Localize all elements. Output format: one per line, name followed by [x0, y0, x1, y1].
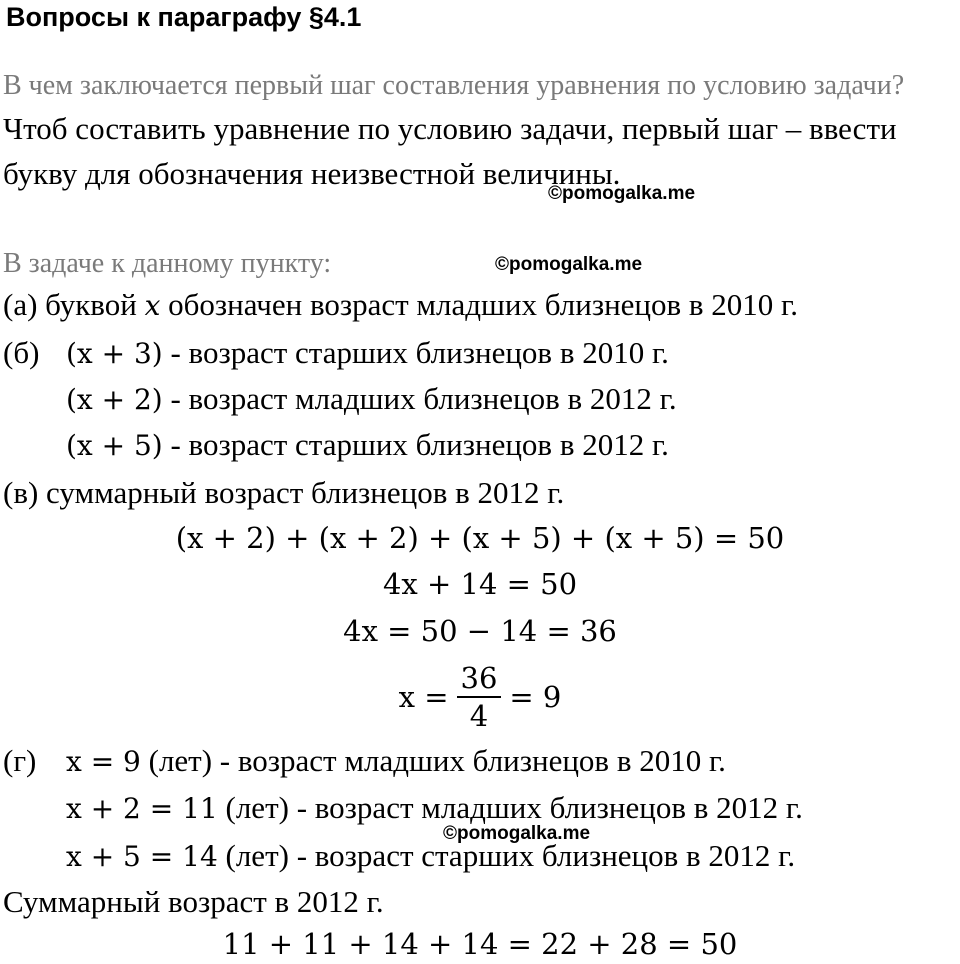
- answer-line-2: букву для обозначения неизвестной величины.: [3, 156, 621, 191]
- part-g-expr: x = 9: [66, 745, 141, 778]
- answer-line-1: Чтоб составить уравнение по условию задачи, первый шаг – ввести: [3, 111, 897, 146]
- equation-1: (x + 2) + (x + 2) + (x + 5) + (x + 5) = 50: [175, 521, 785, 555]
- task-intro: В задаче к данному пункту:: [3, 248, 332, 279]
- part-a-var: x: [144, 289, 161, 322]
- equation-3: 4x = 50 − 14 = 36: [343, 614, 617, 648]
- summary-equation: 11 + 11 + 14 + 14 = 22 + 28 = 50: [222, 927, 738, 961]
- part-g-expr: x + 5 = 14: [66, 840, 218, 873]
- equation-4-left: x =: [398, 680, 449, 714]
- part-a-text: обозначен возраст младших близнецов в 2010 г.: [168, 287, 798, 322]
- part-g-text: (лет) - возраст младших близнецов в 2010 г.: [148, 743, 726, 778]
- part-b-text: - возраст старших близнецов в 2012 г.: [170, 427, 669, 462]
- page-title: Вопросы к параграфу §4.1: [6, 2, 362, 32]
- part-a: [3, 287, 798, 324]
- part-g-label: (г): [3, 743, 37, 778]
- part-v-label: (в) суммарный возраст близнецов в 2012 г.: [3, 475, 565, 510]
- summary-label: Суммарный возраст в 2012 г.: [3, 884, 384, 919]
- equation-4: [0, 652, 960, 742]
- part-g-expr: x + 2 = 11: [66, 792, 218, 825]
- part-b-label: (б): [3, 335, 40, 370]
- part-b-expr: (x + 3): [66, 337, 163, 370]
- part-b-text: - возраст младших близнецов в 2012 г.: [170, 381, 677, 416]
- fraction-numerator: 36: [457, 660, 502, 698]
- part-b-expr: (x + 2): [66, 383, 163, 416]
- part-g-row: [66, 790, 803, 827]
- equation-4-right: = 9: [509, 680, 562, 714]
- fraction: [457, 660, 502, 734]
- part-g-row: [66, 838, 795, 875]
- watermark: ©pomogalka.me: [443, 823, 591, 844]
- part-b-row: [66, 427, 669, 464]
- question-text: В чем заключается первый шаг составления уравнения по условию задачи?: [3, 70, 905, 101]
- part-g-text: (лет) - возраст младших близнецов в 2012 г.: [225, 790, 803, 825]
- watermark: ©pomogalka.me: [548, 183, 696, 204]
- part-a-label: (а) буквой: [3, 287, 137, 322]
- part-g-row: [66, 743, 726, 780]
- equation-2: 4x + 14 = 50: [382, 567, 578, 601]
- watermark: ©pomogalka.me: [495, 254, 643, 275]
- part-b-expr: (x + 5): [66, 429, 163, 462]
- part-b-row: [66, 381, 677, 418]
- part-g-text: (лет) - возраст старших близнецов в 2012 г.: [225, 838, 796, 873]
- part-b-text: - возраст старших близнецов в 2010 г.: [170, 335, 669, 370]
- fraction-denominator: 4: [469, 699, 489, 733]
- part-b-row: [66, 335, 669, 372]
